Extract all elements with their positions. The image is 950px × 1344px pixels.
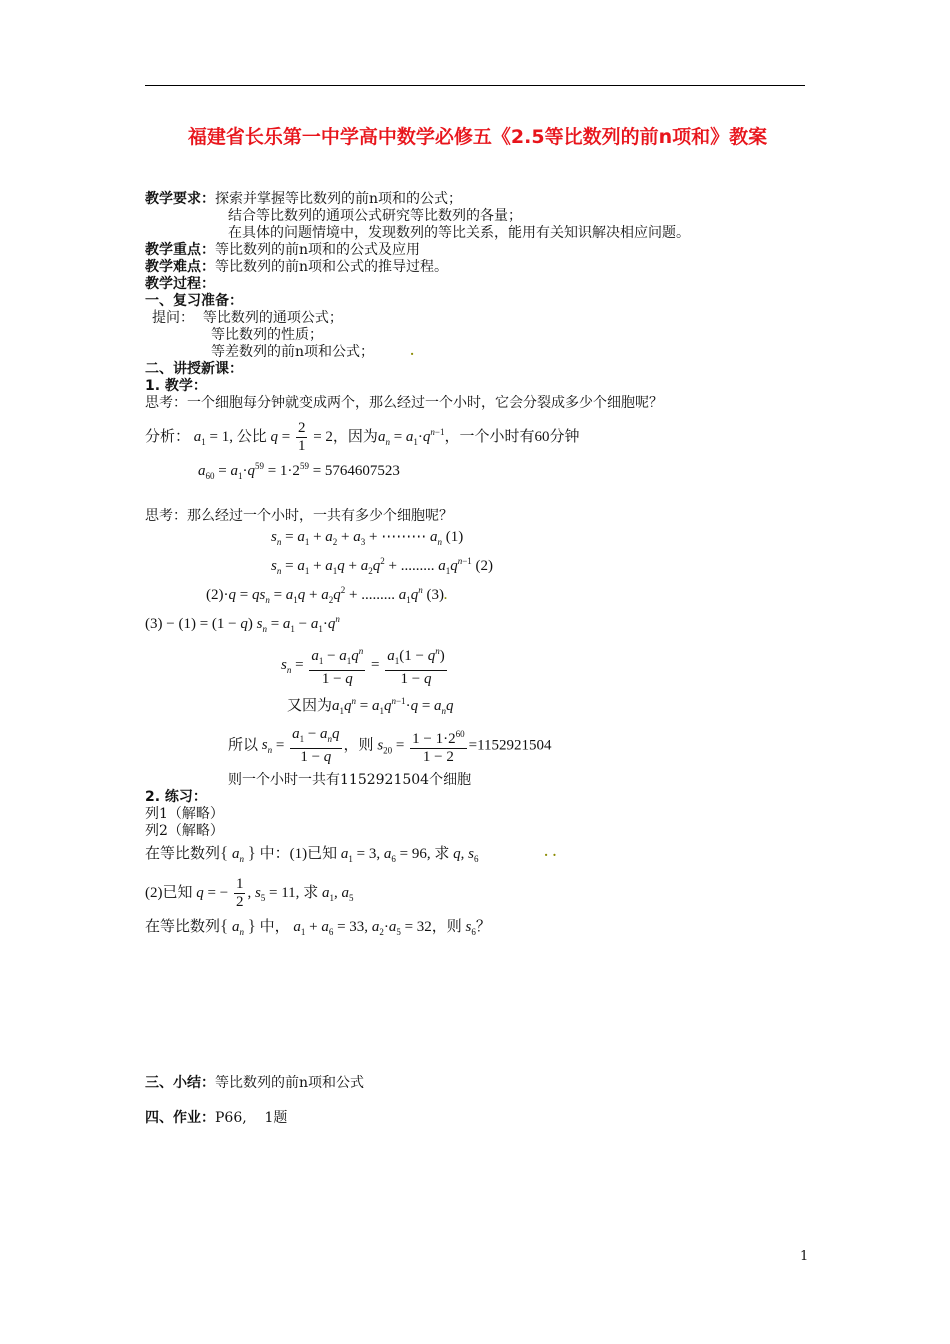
difficulty-row [145, 259, 448, 275]
review-item-3: 等差数列的前n项和公式； [211, 344, 375, 360]
review-row-1 [152, 310, 343, 326]
conclusion-line: 则一个小时一共有1152921504个细胞 [228, 772, 472, 788]
problem-1-mid: 中： [259, 846, 290, 862]
requirement-item-3: 在具体的问题情境中，发现数列的等比关系，能用有关知识解决相应问题。 [228, 225, 690, 241]
think-question-2: 思考：那么经过一个小时，一共有多少个细胞呢？ [145, 508, 453, 524]
q-fraction: $\frac{1}{2}$ [235, 876, 244, 910]
problem-1: 在等比数列{ $a_n$ } 中：(1)已知 $a_1 = 3$, $a_6 = 96$, 求 q, $s_6$ [145, 843, 479, 864]
key-point-row [145, 242, 420, 258]
homework-label: 四、作业： [145, 1110, 215, 1126]
problem-3: 在等比数列{ $a_n$ } 中， $a_1 + a_6 = 33$, $a_2\cdot a_5 = 32$，则 $s_6$？ [145, 916, 491, 937]
so-line: 所以 $s_n$ = $\frac{a_1 - a_nq}{1 - q}$ ，则 $s_{20}$ = $\frac{1 - 1\cdot 2^{60}}{1 - 2}$ =1152921504 [228, 726, 552, 765]
equation-2: $s_n = a_1 + a_1q + a_2q^2$ + ......... $a_1q^{n-1}$ (2) [271, 556, 494, 576]
analysis-end: ，一个小时有60分钟 [444, 428, 580, 445]
sum-formula: $s_n$ = $\frac{a_1 - a_1q^n}{1 - q}$ = $\frac{a_1(1 - q^n)}{1 - q}$ [281, 643, 449, 688]
problem-2-known: 已知 [162, 884, 193, 901]
also-because-line: 又因为$a_1q^n = a_1q^{n-1}\cdot q = a_nq$ [287, 696, 454, 716]
also-because-label: 又因为 [287, 698, 333, 714]
new-lesson-heading: 二、讲授新课： [145, 361, 243, 377]
then-label: ，则 [343, 737, 374, 754]
document-title: 福建省长乐第一中学高中数学必修五《2.5等比数列的前n项和》教案 [187, 126, 768, 148]
review-item-1: 等比数列的通项公式； [202, 310, 343, 326]
analysis-label: 分析： [145, 428, 191, 445]
problem-1-prefix: 在等比数列 [145, 846, 221, 862]
ask-label: 提问： [152, 310, 194, 326]
review-heading: 一、复习准备： [145, 293, 243, 309]
requirements-label: 教学要求： [145, 191, 215, 207]
process-label: 教学过程： [145, 276, 215, 292]
problem-2-find: 求 [303, 884, 319, 901]
page-number: 1 [800, 1249, 809, 1264]
formula-an: $a_n = a_1\cdot q^{n-1}$ [377, 426, 445, 447]
problem-1-known: 已知 [307, 846, 338, 862]
so-label: 所以 [228, 737, 259, 754]
formula-a60: $a_{60} = a_1\cdot q^{59} = 1\cdot 2^{59} = 5764607523$ [198, 461, 400, 481]
key-point-label: 教学重点： [145, 242, 215, 258]
a60-value: 5764607523 [324, 463, 400, 479]
review-item-2: 等比数列的性质； [211, 327, 323, 343]
s20-fraction: $\frac{1 - 1\cdot 2^{60}}{1 - 2}$ [410, 726, 466, 766]
equation-3: $(2)\cdot q = qs_n = a_1q + a_2q^2$ + ......... $a_1q^n$ (3). [206, 585, 447, 605]
problem-3-prefix: 在等比数列 [145, 919, 221, 935]
difficulty-label: 教学难点： [145, 259, 215, 275]
sum-fraction-1: $\frac{a_1 - a_1q^n}{1 - q}$ [309, 643, 365, 688]
summary-label: 三、小结： [145, 1075, 215, 1091]
think-question-1: 思考：一个细胞每分钟就变成两个，那么经过一个小时，它会分裂成多少个细胞呢？ [145, 395, 663, 411]
problem-3-then: ，则 [431, 919, 462, 935]
requirement-item-2: 结合等比数列的通项公式研究等比数列的各量； [228, 208, 522, 224]
homework-text: P66, 1题 [215, 1110, 288, 1126]
requirements-row-1 [145, 191, 462, 207]
so-fraction: $\frac{a_1 - a_nq}{1 - q}$ [292, 726, 340, 765]
teaching-subheading: 1. 教学： [145, 378, 207, 394]
analysis-mid: ，因为 [332, 428, 378, 445]
difficulty-text: 等比数列的前n项和公式的推导过程。 [215, 259, 449, 275]
equation-subtract: (3) − (1) = (1 − q) $s_n = a_1 - a_1\cdot q^n$ [145, 614, 340, 634]
key-point-text: 等比数列的前n项和的公式及应用 [215, 242, 421, 258]
equation-1: $s_n = a_1 + a_2 + a_3$ + ⋯⋯⋯ $a_n$ (1) [271, 529, 464, 547]
example-2: 列2（解略） [145, 823, 224, 839]
stray-mark: . [410, 344, 415, 358]
practice-heading: 2. 练习： [145, 789, 207, 805]
problem-1-find: 求 [434, 846, 450, 862]
problem-2: (2)已知 q = − $\frac{1}{2}$ , $s_5 = 11$, 求 $a_1$, $a_5$ [145, 876, 354, 910]
example-1: 列1（解略） [145, 806, 224, 822]
analysis-line [145, 420, 580, 455]
problem-3-mid: 中， [259, 919, 290, 935]
s20-value: 1152921504 [477, 737, 552, 754]
ratio-fraction: $\frac{2}{1}$ [297, 420, 306, 454]
summary-text: 等比数列的前n项和公式 [215, 1075, 365, 1091]
sum-fraction-2: $\frac{a_1(1 - q^n)}{1 - q}$ [385, 643, 446, 688]
stray-mark-2: . . [544, 845, 557, 859]
requirement-item-1: 探索并掌握等比数列的前n项和的公式； [215, 191, 463, 207]
formula-q: = 2 [309, 428, 333, 445]
summary-row [145, 1075, 364, 1091]
formula-a1: $a_1 = 1$, 公比 q = [193, 428, 294, 447]
header-rule [145, 85, 805, 86]
homework-row [145, 1110, 287, 1126]
